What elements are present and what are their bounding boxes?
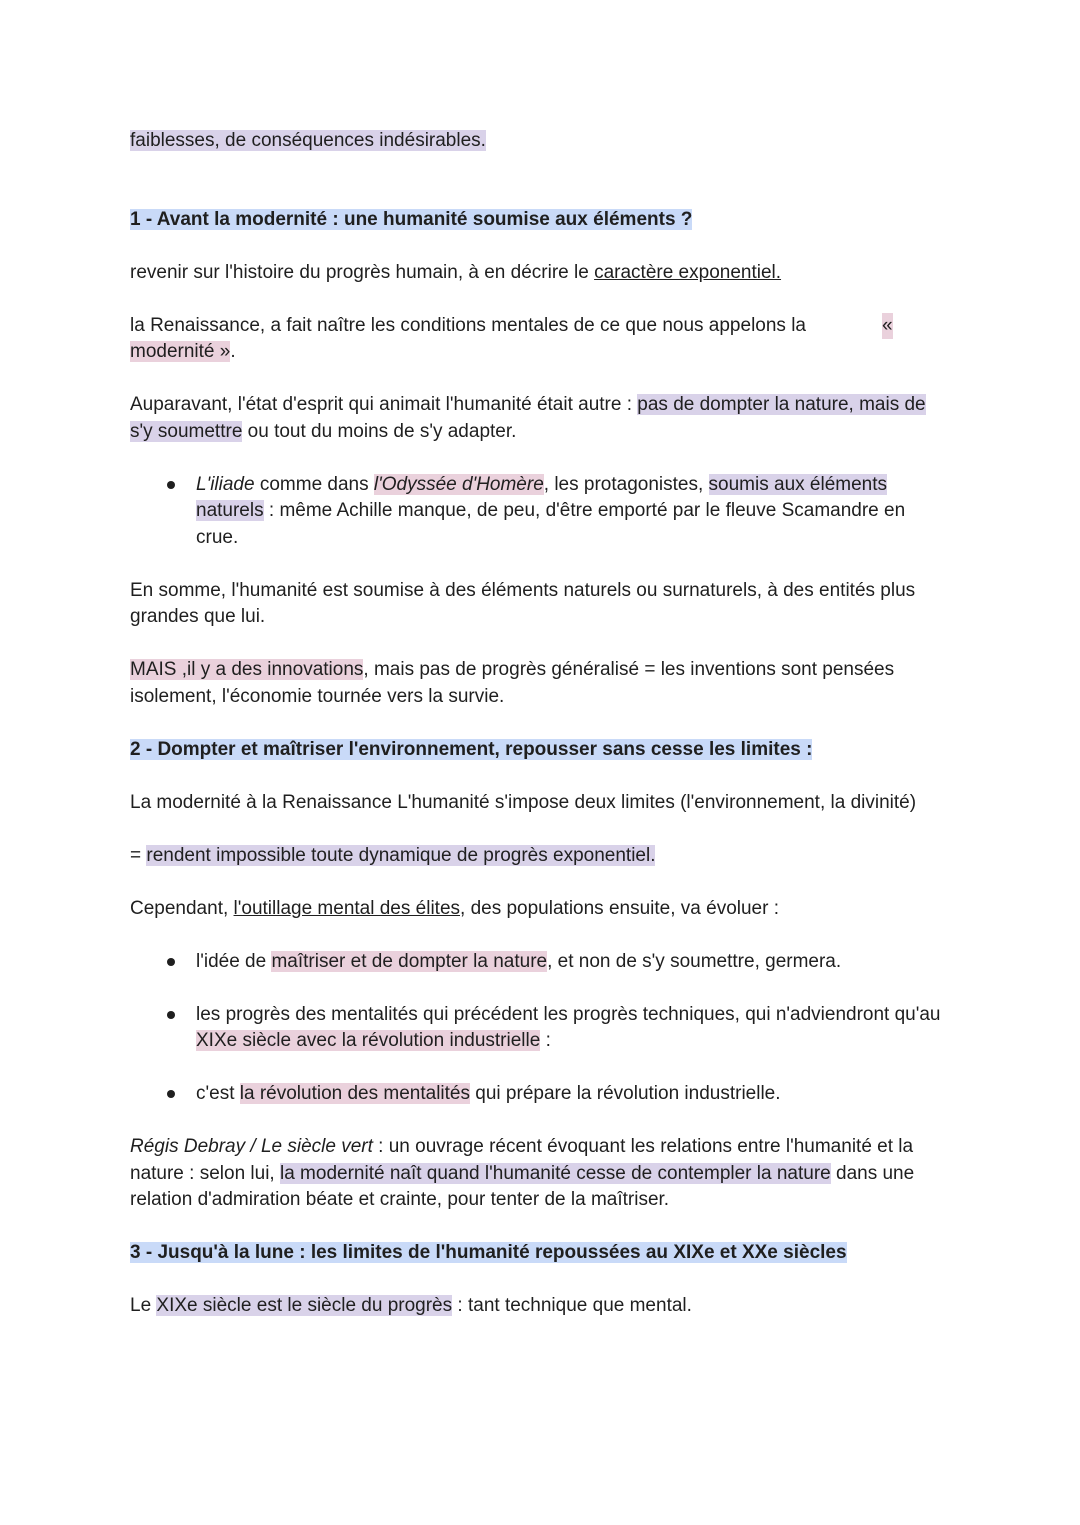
section1-paragraph-5: MAIS ,il y a des innovations, mais pas de progrès généralisé = les inventions sont pensées isolement, l'économie tournée vers la survie. (130, 659, 895, 707)
section2-paragraph-4: Régis Debray / Le siècle vert : un ouvrage récent évoquant les relations entre l'humanité et la nature : selon lui, la modernité naît quand l'humanité cesse de contempler la nature dans une relation d'admiration béate et crainte, pour tenter de la maîtriser. (130, 1136, 915, 1210)
opening-quote: « (882, 313, 893, 340)
section1-paragraph-4: En somme, l'humanité est soumise à des éléments naturels ou surnaturels, à des entités plus grandes que lui. (130, 579, 916, 627)
list-item: c'est la révolution des mentalités qui prépare la révolution industrielle. (196, 1081, 950, 1108)
section2-paragraph-2: = rendent impossible toute dynamique de progrès exponentiel. (130, 844, 656, 866)
section1-paragraph-1: revenir sur l'histoire du progrès humain, à en décrire le caractère exponentiel. (130, 261, 782, 283)
section1-paragraph-2: la Renaissance, a fait naître les conditions mentales de ce que nous appelons la « modernité ». (130, 314, 893, 362)
document-page (130, 128, 950, 1320)
list-item: les progrès des mentalités qui précédent les progrès techniques, qui n'adviendront qu'au XIXe siècle avec la révolution industrielle : (196, 1002, 950, 1055)
section1-heading: 1 - Avant la modernité : une humanité soumise aux éléments ? (130, 208, 693, 230)
section3-heading: 3 - Jusqu'à la lune : les limites de l'humanité repoussées au XIXe et XXe siècles (130, 1242, 847, 1263)
section3-paragraph-1: Le XIXe siècle est le siècle du progrès : tant technique que mental. (130, 1295, 692, 1316)
list-item: l'idée de maîtriser et de dompter la nature, et non de s'y soumettre, germera. (196, 949, 950, 976)
intro-line: faiblesses, de conséquences indésirables. (130, 130, 486, 151)
list-item: L'iliade comme dans l'Odyssée d'Homère, les protagonistes, soumis aux éléments naturels : même Achille manque, de peu, d'être emporté par le fleuve Scamandre en crue. (196, 472, 950, 552)
section1-paragraph-3: Auparavant, l'état d'esprit qui animait l'humanité était autre : pas de dompter la nature, mais de s'y soumettre ou tout du moins de s'y adapter. (130, 394, 926, 442)
section2-bullet-list (130, 949, 950, 1108)
section2-paragraph-1: La modernité à la Renaissance L'humanité s'impose deux limites (l'environnement, la divinité) (130, 791, 917, 813)
section2-paragraph-3: Cependant, l'outillage mental des élites, des populations ensuite, va évoluer : (130, 897, 779, 919)
section2-heading: 2 - Dompter et maîtriser l'environnement, repousser sans cesse les limites : (130, 738, 813, 760)
section1-bullet-list (130, 472, 950, 552)
